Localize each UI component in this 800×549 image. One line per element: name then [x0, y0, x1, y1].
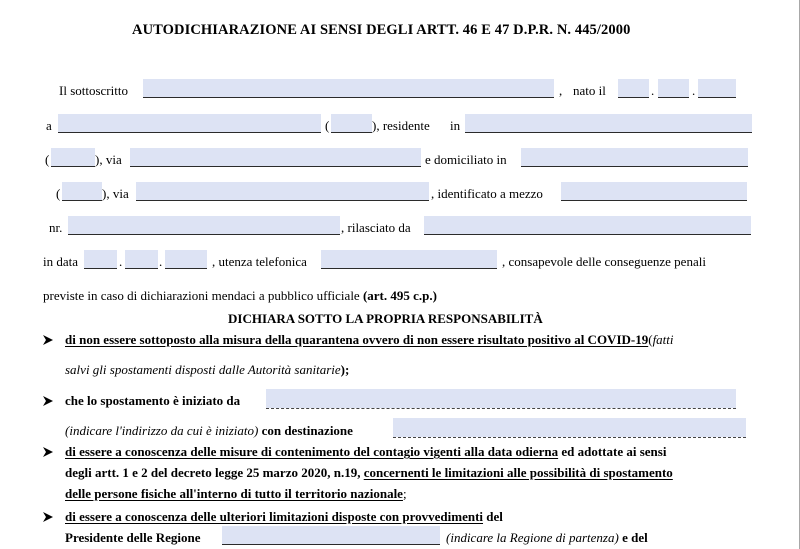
- date-separator: .: [651, 83, 655, 98]
- birth-year-field[interactable]: [698, 79, 736, 98]
- arrow-bullet-icon: [42, 446, 54, 458]
- bullet3-rest: ed adottate ai sensi: [558, 444, 667, 459]
- bullet1-italic-b: salvi gli spostamenti disposti dalle Autorità sanitarie: [65, 362, 341, 377]
- declaration-heading: DICHIARA SOTTO LA PROPRIA RESPONSABILITÀ: [228, 311, 543, 326]
- residence-street-field[interactable]: [130, 148, 421, 167]
- date-separator: .: [692, 83, 696, 98]
- bullet2-dest: con destinazione: [261, 423, 353, 438]
- bullet3-limitations: concernenti le limitazioni alle possibilità di spostamento: [363, 465, 673, 480]
- region-field[interactable]: [222, 526, 440, 545]
- label-consapevole: , consapevole delle conseguenze penali: [502, 254, 706, 269]
- label-in: in: [450, 118, 461, 133]
- arrow-bullet-icon: [42, 395, 54, 407]
- label-in-data: in data: [43, 254, 79, 269]
- label-rilasciato: , rilasciato da: [341, 220, 411, 235]
- paren-open: (: [325, 118, 330, 133]
- penalty-text: [43, 288, 437, 304]
- birth-day-field[interactable]: [618, 79, 649, 98]
- bullet2-line2: [65, 423, 353, 439]
- date-separator: .: [119, 254, 123, 269]
- field-underline: [266, 408, 736, 409]
- domicile-street-field[interactable]: [136, 182, 429, 201]
- birth-place-field[interactable]: [58, 114, 321, 133]
- document-number-field[interactable]: [68, 216, 340, 235]
- id-document-field[interactable]: [561, 182, 747, 201]
- bullet3-line3: [65, 486, 407, 502]
- penalty-article: (art. 495 c.p.): [362, 288, 437, 303]
- issue-month-field[interactable]: [125, 250, 158, 269]
- bullet4-line1: [65, 509, 503, 525]
- arrow-bullet-icon: [42, 334, 54, 346]
- bullet1-line2: [65, 362, 349, 378]
- arrow-bullet-icon: [42, 511, 54, 523]
- domicile-city-field[interactable]: [521, 148, 748, 167]
- bullet1-close: );: [340, 362, 350, 377]
- label-sottoscritto: Il sottoscritto: [59, 83, 128, 98]
- label-identificato: , identificato a mezzo: [431, 186, 543, 201]
- bullet4-end: e del: [618, 530, 648, 545]
- domicile-province-field[interactable]: [62, 182, 102, 201]
- bullet4-rest: del: [483, 509, 503, 524]
- label-domiciliato: e domiciliato in: [425, 152, 507, 167]
- bullet3-line1: [65, 444, 666, 460]
- bullet3-decree: degli artt. 1 e 2 del decreto legge 25 marzo 2020, n.19,: [65, 465, 361, 480]
- bullet3-underlined: di essere a conoscenza delle misure di contenimento del contagio vigenti alla data odierna: [65, 444, 559, 459]
- bullet1-line1: [65, 332, 674, 348]
- destination-field[interactable]: [393, 418, 746, 437]
- bullet3-line2: [65, 465, 673, 481]
- paren-open: (: [45, 152, 50, 167]
- paren-open: (: [648, 332, 653, 347]
- origin-address-field[interactable]: [266, 389, 736, 408]
- label-residente: ), residente: [372, 118, 430, 133]
- bullet2-hint: (indicare l'indirizzo da cui è iniziato): [65, 423, 259, 438]
- bullet3-territory: delle persone fisiche all'interno di tutto il territorio nazionale: [65, 486, 403, 501]
- bullet2-label: che lo spostamento è iniziato da: [65, 393, 241, 408]
- label-utenza: , utenza telefonica: [212, 254, 307, 269]
- bullet3-end: ;: [402, 486, 407, 501]
- bullet4-president: Presidente delle Regione: [65, 530, 201, 545]
- field-underline: [393, 437, 746, 438]
- penalty-sentence: previste in caso di dichiarazioni mendaci a pubblico ufficiale: [43, 288, 360, 303]
- comma: ,: [559, 83, 563, 98]
- issue-year-field[interactable]: [165, 250, 207, 269]
- residence-city-field[interactable]: [465, 114, 752, 133]
- label-via: ), via: [95, 152, 122, 167]
- residence-province-field[interactable]: [51, 148, 95, 167]
- bullet4-underlined: di essere a conoscenza delle ulteriori limitazioni disposte con provvedimenti: [65, 509, 484, 524]
- issued-by-field[interactable]: [424, 216, 751, 235]
- label-nato-il: nato il: [573, 83, 606, 98]
- label-nr: nr.: [49, 220, 63, 235]
- bullet4-line2-tail: [446, 530, 648, 546]
- birth-province-field[interactable]: [331, 114, 372, 133]
- paren-open: (: [56, 186, 61, 201]
- bullet4-hint: (indicare la Regione di partenza): [446, 530, 619, 545]
- date-separator: .: [159, 254, 163, 269]
- issue-day-field[interactable]: [84, 250, 117, 269]
- name-field[interactable]: [143, 79, 554, 98]
- bullet1-italic-a: fatti: [652, 332, 674, 347]
- label-via: ), via: [102, 186, 129, 201]
- document-title: AUTODICHIARAZIONE AI SENSI DEGLI ARTT. 46 E 47 D.P.R. N. 445/2000: [132, 22, 631, 38]
- bullet1-statement: di non essere sottoposto alla misura della quarantena ovvero di non essere risultato positivo al COVID-19: [65, 332, 649, 347]
- phone-field[interactable]: [321, 250, 497, 269]
- label-a: a: [46, 118, 52, 133]
- birth-month-field[interactable]: [658, 79, 689, 98]
